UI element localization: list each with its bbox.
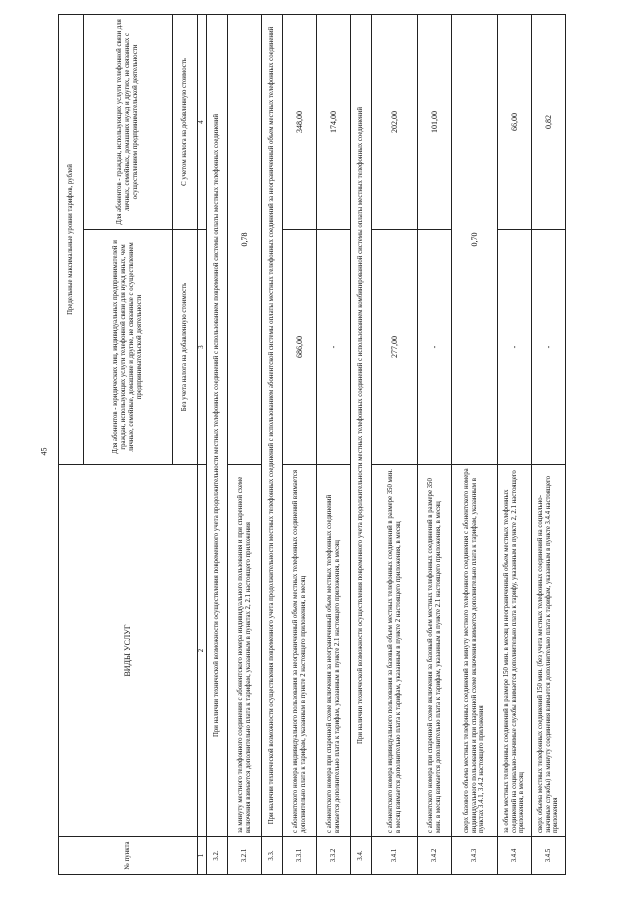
header-idx: 3 — [198, 230, 207, 465]
table-row — [317, 15, 351, 875]
section-text: При наличии технической возможности осуществления повременного учета продолжительности местных телефонных соединений с использованием абонентской системы оплаты местных телефонных соединений за неограниченный объем местных телефонных соединений — [262, 15, 283, 837]
row-value-no-vat: 686,00 — [283, 230, 317, 465]
header-citizens: Для абонентов - граждан, использующих услуги телефонной связи для личных, семейных, домашних нужд и других, не связанных с осуществлением предпринимательской деятельности — [84, 15, 173, 230]
row-value-with-vat: 348,00 — [283, 15, 317, 230]
row-text: с абонентского номера при спаренной схеме включения за базовый объем местных телефонных соединений в размере 350 мин. в месяц взимается дополнительно плата к тарифам, указанным в пункте 2.1 настоящего приложения, в месяц — [418, 465, 452, 837]
tariff-table-rotated — [58, 15, 618, 875]
row-value-no-vat: 277,00 — [372, 230, 418, 465]
header-tariff-group: Предельные максимальные уровни тарифов, рублей — [59, 15, 84, 465]
row-num: 3.4.1 — [372, 837, 418, 875]
section-row — [207, 15, 228, 875]
row-text: сверх объема местных телефонных соединений 150 мин. (без учета местных телефонных соединений на социально-значимые службы) за минуту соединения взимается дополнительно плата к тарифам, указанным в пункте 3.4.4 настоящего приложения — [532, 465, 566, 837]
header-idx: 2 — [198, 465, 207, 837]
row-num: 3.4. — [351, 837, 372, 875]
header-service: ВИДЫ УСЛУГ — [59, 465, 198, 837]
section-row — [351, 15, 372, 875]
row-value-no-vat: - — [418, 230, 452, 465]
header-num: № пункта — [59, 837, 198, 875]
table-row — [452, 15, 498, 875]
section-text: При наличии технической возможности осуществления повременного учета продолжительности местных телефонных соединений с использованием комбинированной системы оплаты местных телефонных соединений — [351, 15, 372, 837]
header-no-vat: Без учета налога на добавленную стоимость — [173, 230, 198, 465]
row-value-with-vat: 101,00 — [418, 15, 452, 230]
row-text: за минуту местного телефонного соединения с абонентского номера индивидуального пользования и при спаренной схеме включения взимается дополнительно плата к тарифам, указанным в пунктах 2, 2.1 настоящего приложения — [228, 465, 262, 837]
row-num: 3.4.3 — [452, 837, 498, 875]
table-row — [498, 15, 532, 875]
table-row — [532, 15, 566, 875]
row-num: 3.3.1 — [283, 837, 317, 875]
header-row-1 — [59, 15, 84, 875]
row-merged-value: 0,78 — [228, 15, 262, 465]
row-value-with-vat: 174,00 — [317, 15, 351, 230]
table-row — [228, 15, 262, 875]
row-text: за объем местных телефонных соединений в размере 150 мин. в месяц и неограниченный объем местных телефонных соединений на социально-значимые службы взимается дополнительно плата к тарифу, указанным в пункте 2, 2.1 настоящего приложения, в месяц — [498, 465, 532, 837]
row-value-with-vat: 66,00 — [498, 15, 532, 230]
header-index-row — [198, 15, 207, 875]
row-text: с абонентского номера индивидуального пользования за неограниченный объем местных телефонных соединений взимается дополнительно плата к тарифам, указанным в пункте 2 настоящего приложения, в месяц — [283, 465, 317, 837]
header-idx: 1 — [198, 837, 207, 875]
header-idx: 4 — [198, 15, 207, 230]
row-num: 3.2. — [207, 837, 228, 875]
row-value-no-vat: - — [498, 230, 532, 465]
row-value-with-vat: 0,82 — [532, 15, 566, 230]
row-text: с абонентского номера при спаренной схеме включения за неограниченный объем местных телефонных соединений взимается дополнительно плата к тарифам, указанным в пункте 2.1 настоящего приложения, в месяц — [317, 465, 351, 837]
row-num: 3.3.2 — [317, 837, 351, 875]
section-row — [262, 15, 283, 875]
row-num: 3.2.1 — [228, 837, 262, 875]
row-text: с абонентского номера индивидуального пользования за базовый объем местных телефонных соединений в размере 350 мин. в месяц взимается дополнительно плата к тарифам, указанным в пункте 2 настоящего приложения, в месяц — [372, 465, 418, 837]
row-num: 3.3. — [262, 837, 283, 875]
table-row — [418, 15, 452, 875]
row-value-no-vat: - — [532, 230, 566, 465]
row-merged-value: 0,70 — [452, 15, 498, 465]
row-value-with-vat: 202,00 — [372, 15, 418, 230]
table-row — [372, 15, 418, 875]
section-text: При наличии технической возможности осуществления повременного учета продолжительности местных телефонных соединений с использованием повременной системы оплаты местных телефонных соединений — [207, 15, 228, 837]
row-num: 3.4.5 — [532, 837, 566, 875]
page-number: 45 — [39, 447, 49, 456]
header-with-vat: С учетом налога на добавленную стоимость — [173, 15, 198, 230]
row-num: 3.4.4 — [498, 837, 532, 875]
row-num: 3.4.2 — [418, 837, 452, 875]
row-value-no-vat: - — [317, 230, 351, 465]
tariff-table — [58, 14, 566, 875]
row-text: сверх базового объема местных телефонных соединений за минуту местного телефонного соединения с абонентского номера индивидуального пользования и при спаренной схеме включения взимается дополнительно плата к тарифам, указанным в пунктах 3.4.1, 3.4.2 настоящего приложения — [452, 465, 498, 837]
header-legal: Для абонентов - юридических лиц, индивидуальных предпринимателей и граждан, использующих услуги телефонной связи для нужд иных, чем личные, семейные, домашние и другие, не связанные с осуществлением предпринимательской деятельности — [84, 230, 173, 465]
table-row — [283, 15, 317, 875]
